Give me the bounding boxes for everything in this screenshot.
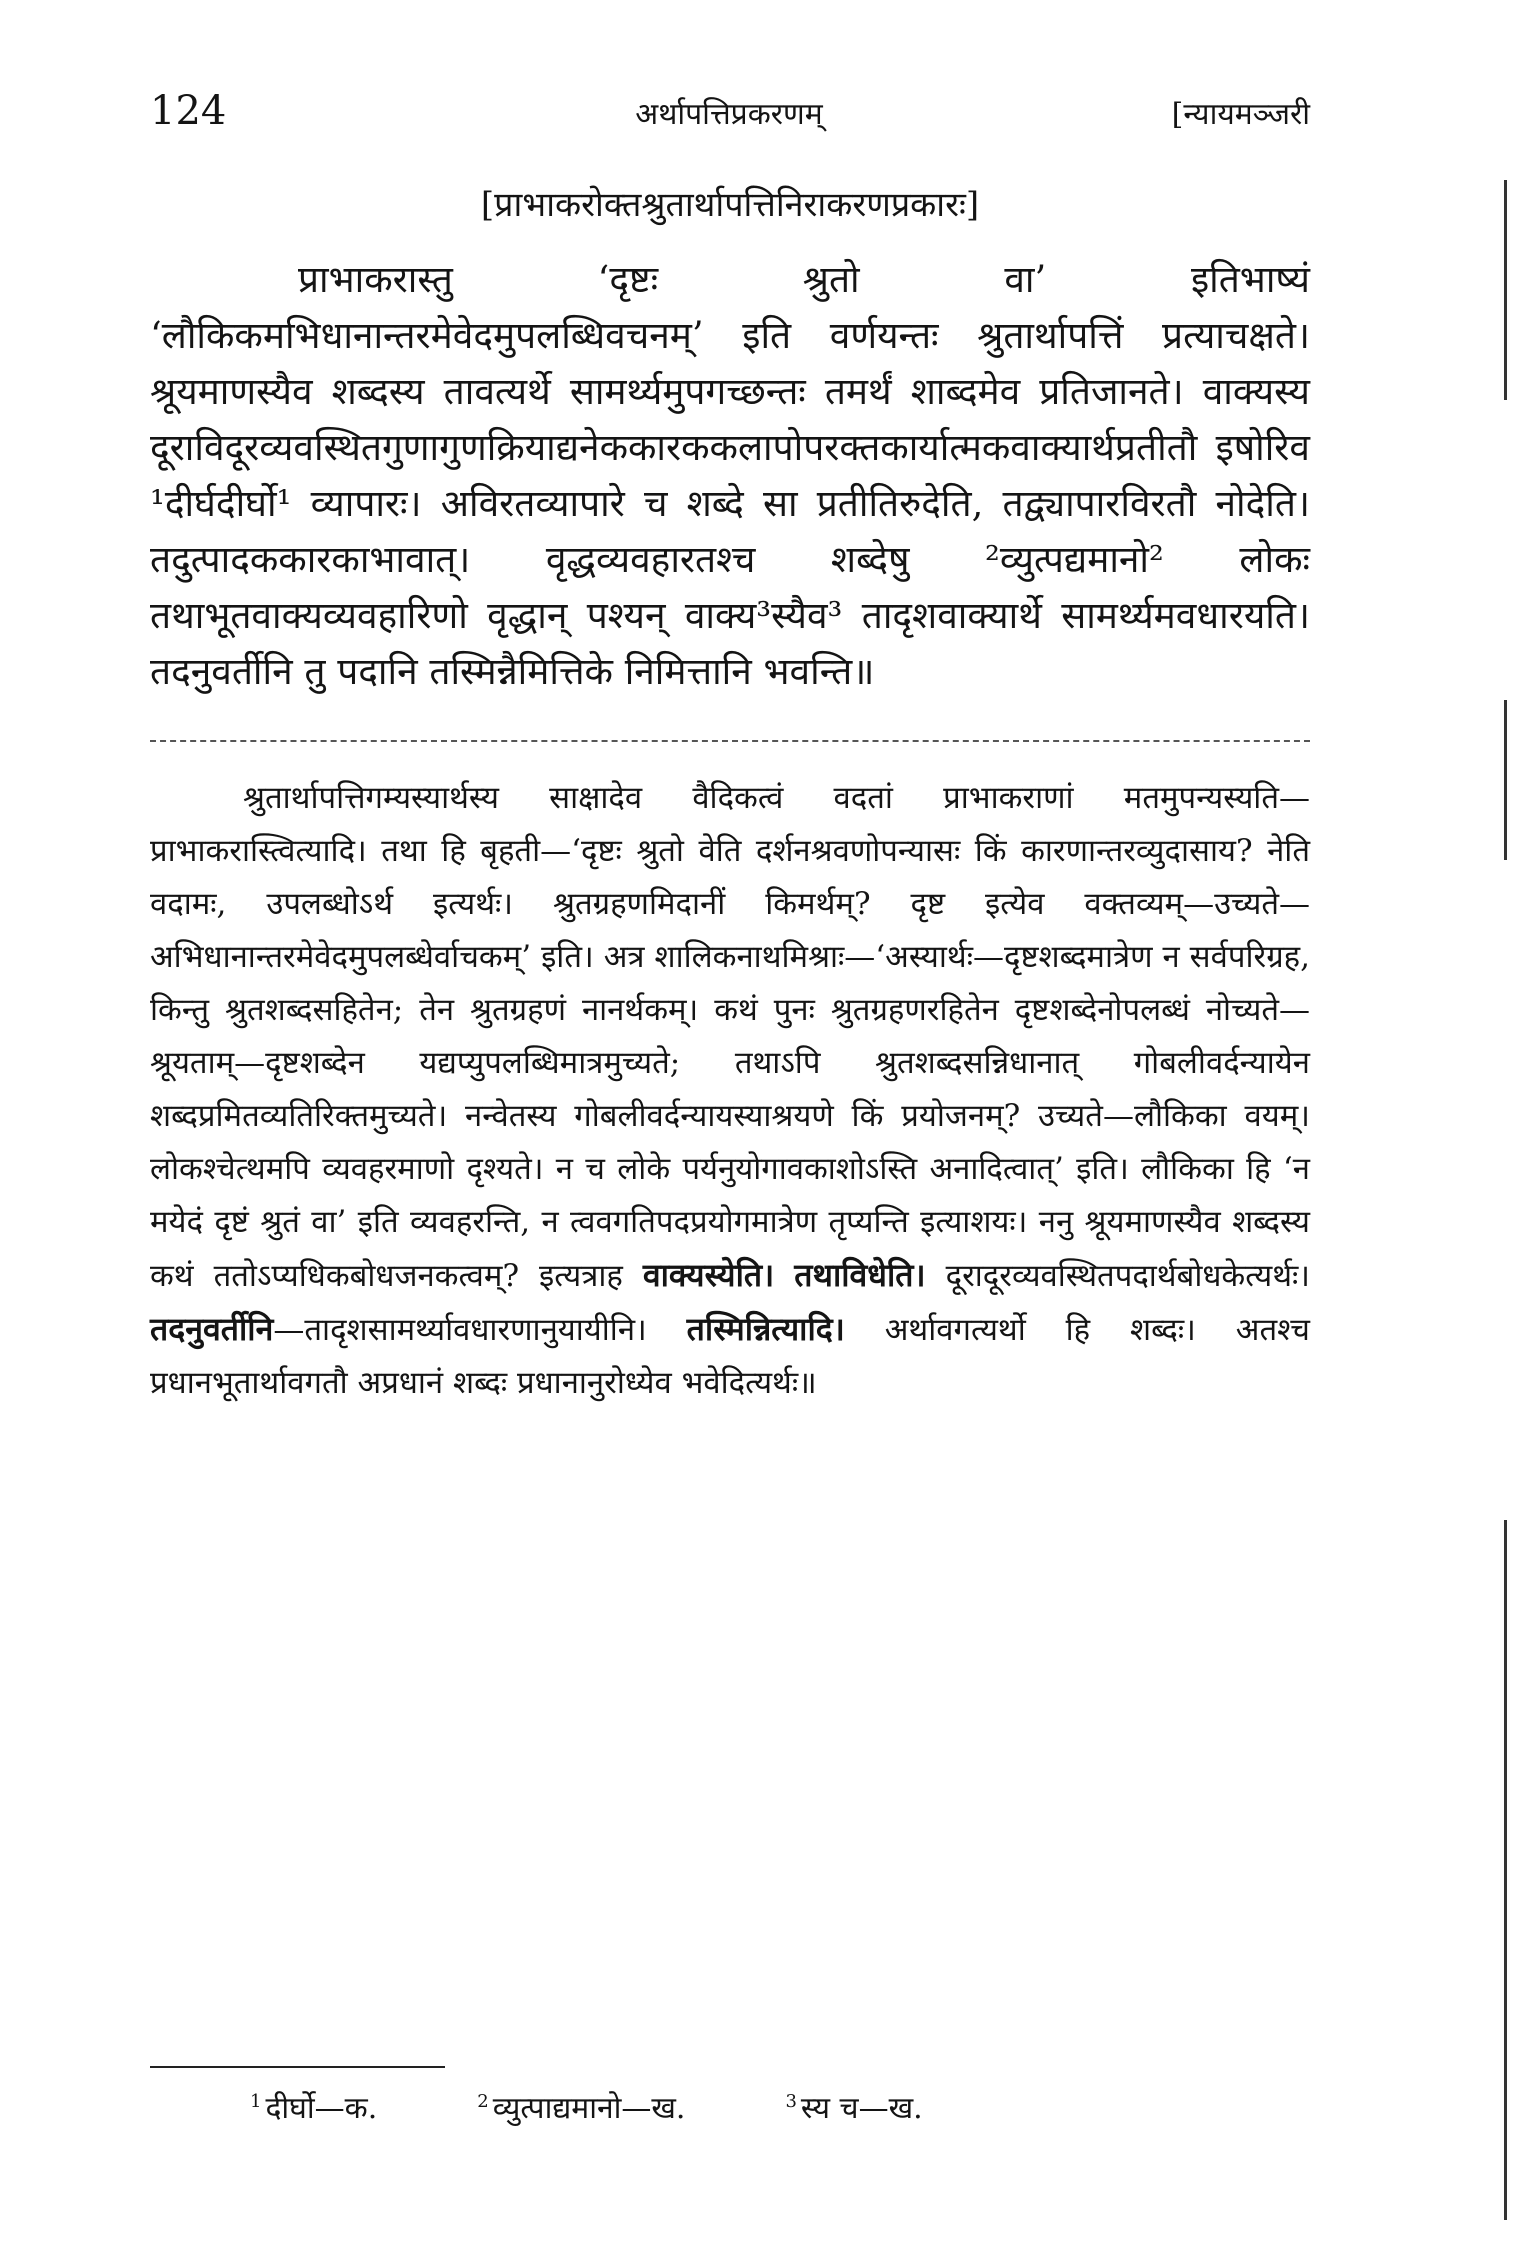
commentary-lemma-1: वाक्यस्येति। — [642, 1256, 775, 1294]
book-title: [न्यायमञ्जरी — [1171, 97, 1310, 132]
page — [150, 88, 1310, 1410]
commentary-text: श्रुतार्थापत्तिगम्यस्यार्थस्य साक्षादेव वैदिकत्वं वदतां प्राभाकराणां मतमुपन्यस्यति—प्राभाकरास्त्वित्यादि। तथा हि बृहती—‘दृष्टः श्रुतो वेति दर्शनश्रवणोपन्यासः किं कारणान्तरव्युदासाय? नेति वदामः, उपलब्धोऽर्थ इत्यर्थः। श्रुतग्रहणमिदानीं किमर्थम्? दृष्ट इत्येव वक्तव्यम्—उच्यते—अभिधानान्तरमेवेदमुपलब्धेर्वाचकम्’ इति। अत्र शालिकनाथमिश्राः—‘अस्यार्थः—दृष्टशब्दमात्रेण न सर्वपरिग्रह, किन्तु श्रुतशब्दसहितेन; तेन श्रुतग्रहणं नानर्थकम्। कथं पुनः श्रुतग्रहणरहितेन दृष्टशब्देनोपलब्धं नोच्यते—श्रूयताम्—दृष्टशब्देन यद्यप्युपलब्धिमात्रमुच्यते; तथाऽपि श्रुतशब्दसन्निधानात् गोबलीवर्दन्यायेन शब्दप्रमितव्यतिरिक्तमुच्यते। नन्वेतस्य गोबलीवर्दन्यायस्याश्रयणे किं प्रयोजनम्? उच्यते—लौकिका वयम्। लोकश्चेत्थमपि व्यवहरमाणो दृश्यते। न च लोके पर्यनुयोगावकाशोऽस्ति अनादित्वात्’ इति। लौकिका हि ‘न मयेदं दृष्टं श्रुतं वा’ इति व्यवहरन्ति, न त्ववगतिपदप्रयोगमात्रेण तृप्यन्ति इत्याशयः। ननु श्रूयमाणस्यैव शब्दस्य कथं ततोऽप्यधिकबोधजनकत्वम्? इत्यत्राह — [150, 780, 1310, 1294]
footnotes — [250, 2086, 1150, 2127]
commentary-gloss-3: —तादृशसामर्थ्यावधारणानुयायीनि। — [273, 1312, 647, 1348]
scan-edge-mark — [1504, 1520, 1507, 2220]
running-title: अर्थापत्तिप्रकरणम् — [635, 97, 823, 132]
footnote-2: $^2$ व्युत्पाद्यमानो—ख. — [477, 2091, 686, 2126]
footnote-rule — [150, 2066, 445, 2068]
commentary-lemma-2: तथाविधेति। — [794, 1256, 926, 1294]
commentary-gloss-2: दूरादूरव्यवस्थितपदार्थबोधकेत्यर्थः। — [945, 1258, 1311, 1294]
section-heading: [प्राभाकरोक्तश्रुतार्थापत्तिनिराकरणप्रकारः] — [480, 185, 980, 225]
commentary-lemma-4: तस्मिन्नित्यादि। — [686, 1310, 845, 1348]
commentary-paragraph — [150, 772, 1310, 1410]
text-divider — [150, 740, 1310, 742]
main-text-block — [150, 252, 1310, 700]
commentary-lemma-3: तदनुवर्तीनि — [150, 1310, 274, 1348]
scan-edge-mark — [1504, 700, 1507, 860]
page-number: 124 — [150, 88, 227, 134]
scan-edge-mark — [1504, 180, 1507, 400]
page-header — [150, 88, 1310, 138]
commentary-block — [150, 772, 1310, 1410]
footnote-1: $^1$ दीर्घो—क. — [250, 2091, 378, 2126]
main-text-paragraph: प्राभाकरास्तु ‘दृष्टः श्रुतो वा’ इतिभाष्यं ‘लौकिकमभिधानान्तरमेवेदमुपलब्धिवचनम्’ इति वर्णयन्तः श्रुतार्थापत्तिं प्रत्याचक्षते। श्रूयमाणस्यैव शब्दस्य तावत्यर्थे सामर्थ्यमुपगच्छन्तः तमर्थं शाब्दमेव प्रतिजानते। वाक्यस्य दूराविदूरव्यवस्थितगुणागुणक्रियाद्यनेककारककलापोपरक्तकार्यात्मकवाक्यार्थप्रतीतौ इषोरिव ¹दीर्घदीर्घो¹ व्यापारः। अविरतव्यापारे च शब्दे सा प्रतीतिरुदेति, तद्व्यापारविरतौ नोदेति। तदुत्पादककारकाभावात्। वृद्धव्यवहारतश्च शब्देषु ²व्युत्पद्यमानो² लोकः तथाभूतवाक्यव्यवहारिणो वृद्धान् पश्यन् वाक्य³स्यैव³ तादृशवाक्यार्थे सामर्थ्यमवधारयति। तदनुवर्तीनि तु पदानि तस्मिन्नैमित्तिके निमित्तानि भवन्ति॥ — [150, 258, 1310, 693]
commentary-gloss-4: अर्थावगत्यर्थो हि शब्दः। अतश्च प्रधानभूतार्थावगतौ अप्रधानं शब्दः प्रधानानुरोध्येव भवेदित्यर्थः॥ — [150, 1312, 1310, 1401]
footnote-3: $^3$ स्य च—ख. — [785, 2091, 923, 2126]
